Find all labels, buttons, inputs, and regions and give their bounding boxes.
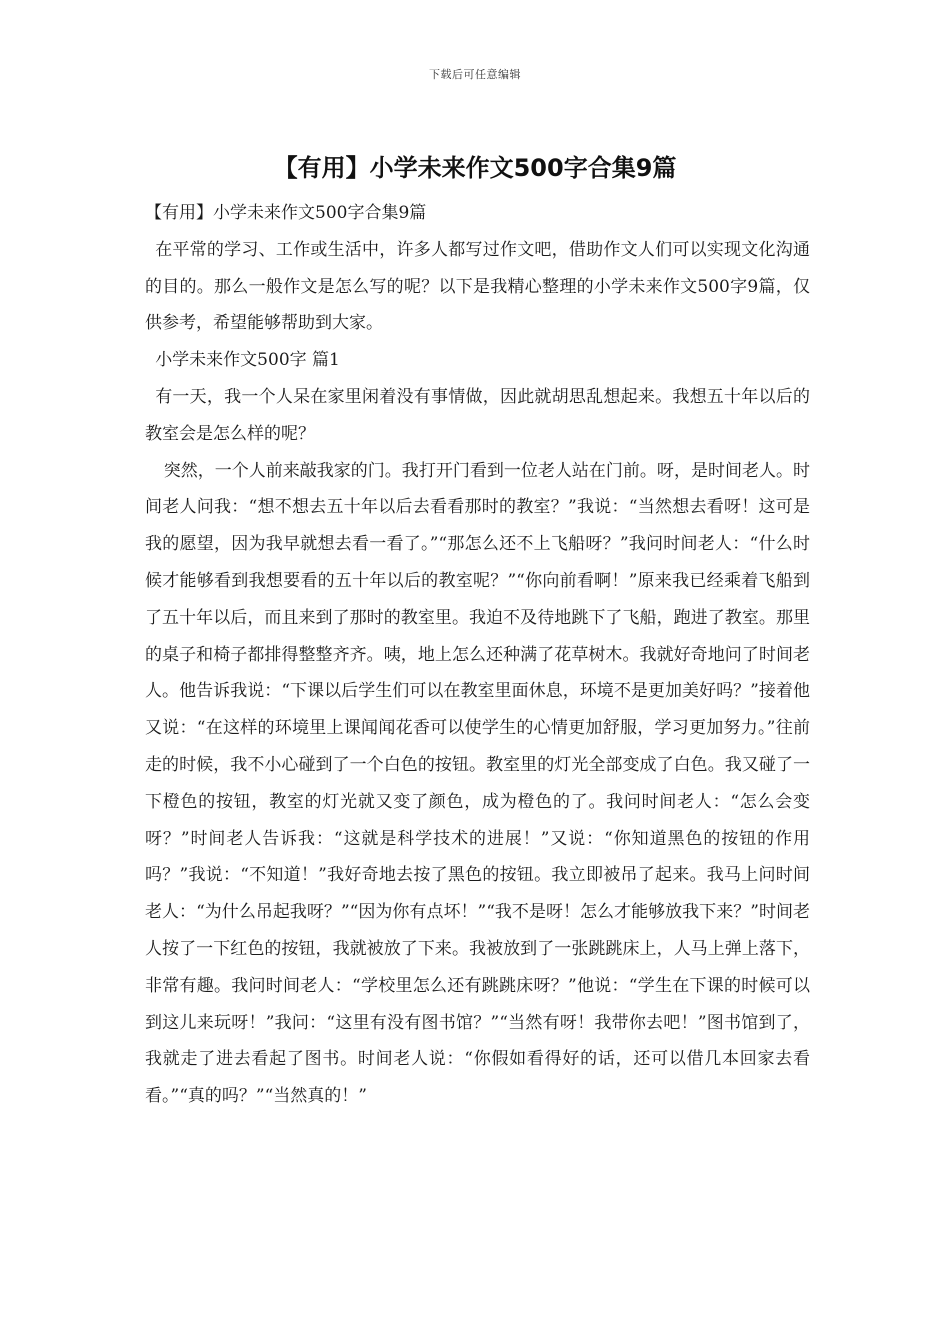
- document-subtitle: 【有用】小学未来作文500字合集9篇: [145, 203, 427, 223]
- page-header-note: 下载后可任意编辑: [429, 68, 521, 81]
- story-paragraph-2: 突然，一个人前来敲我家的门。我打开门看到一位老人站在门前。呀，是时间老人。时间老人问我：“想不想去五十年以后去看看那时的教室？”我说：“当然想去看呀！这可是我的愿望，因为我早就想去看一看了。”“那怎么还不上飞船呀？”我问时间老人：“什么时候才能够看到我想要看的五十年以后的教室呢？”“你向前看啊！”原来我已经乘着飞船到了五十年以后，而且来到了那时的教室里。我迫不及待地跳下了飞船，跑进了教室。那里的桌子和椅子都排得整整齐齐。咦，地上怎么还种满了花草树木。我就好奇地问了时间老人。他告诉我说：“下课以后学生们可以在教室里面休息，环境不是更加美好吗？”接着他又说：“在这样的环境里上课闻闻花香可以使学生的心情更加舒服，学习更加努力。”往前走的时候，我不小心碰到了一个白色的按钮。教室里的灯光全部变成了白色。我又碰了一下橙色的按钮，教室的灯光就又变了颜色，成为橙色的了。我问时间老人：“怎么会变呀？”时间老人告诉我：“这就是科学技术的进展！”又说：“你知道黑色的按钮的作用吗？”我说：“不知道！”我好奇地去按了黑色的按钮。我立即被吊了起来。我马上问时间老人：“为什么吊起我呀？”“因为你有点坏！”“我不是呀！怎么才能够放我下来？”时间老人按了一下红色的按钮，我就被放了下来。我被放到了一张跳跳床上，人马上弹上落下，非常有趣。我问时间老人：“学校里怎么还有跳跳床呀？”他说：“学生在下课的时候可以到这儿来玩呀！”我问：“这里有没有图书馆？”“当然有呀！我带你去吧！”图书馆到了，我就走了进去看起了图书。时间老人说：“你假如看得好的话，还可以借几本回家去看看。”“真的吗？”“当然真的！”: [145, 460, 810, 1107]
- document-title: 【有用】小学未来作文500字合集9篇: [273, 154, 677, 182]
- section-heading: 小学未来作文500字 篇1: [155, 350, 340, 371]
- story-paragraph-1: 有一天，我一个人呆在家里闲着没有事情做，因此就胡思乱想起来。我想五十年以后的教室会是怎么样的呢？: [145, 386, 810, 444]
- document-body: [145, 195, 810, 1115]
- intro-paragraph: 在平常的学习、工作或生活中，许多人都写过作文吧，借助作文人们可以实现文化沟通的目的。那么一般作文是怎么写的呢？以下是我精心整理的小学未来作文500字9篇，仅供参考，希望能够帮助到大家。: [145, 239, 810, 334]
